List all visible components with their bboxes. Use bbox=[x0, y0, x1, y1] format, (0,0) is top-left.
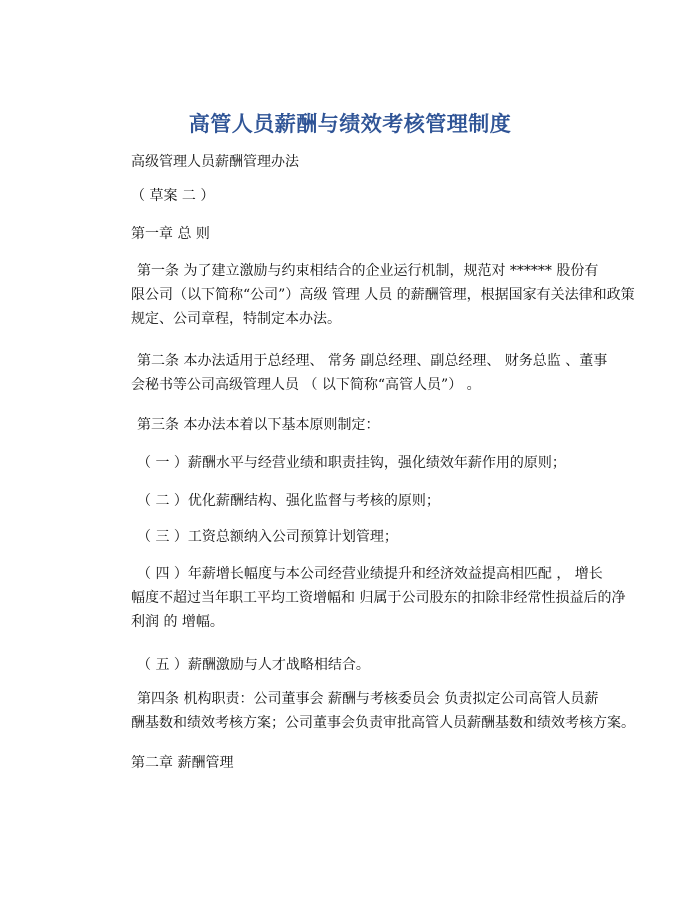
principle-3: （ 三 ）工资总额纳入公司预算计划管理； bbox=[137, 529, 398, 545]
principle-4-line-2: 幅度不超过当年职工平均工资增幅和 归属于公司股东的扣除非经常性损益后的净 bbox=[131, 590, 626, 606]
article-3: 第三条 本办法本着以下基本原则制定： bbox=[137, 417, 380, 433]
principle-1: （ 一 ）薪酬水平与经营业绩和职责挂钩，强化绩效年薪作用的原则； bbox=[137, 455, 566, 471]
article-1-line-2: 限公司（以下简称“公司”）高级 管理 人员 的薪酬管理，根据国家有关法律和政策 bbox=[131, 287, 635, 303]
article-4-line-2: 酬基数和绩效考核方案；公司董事会负责审批高管人员薪酬基数和绩效考核方案。 bbox=[131, 715, 635, 731]
principle-4-line-3: 利润 的 增幅。 bbox=[131, 614, 224, 630]
principle-4 bbox=[131, 562, 626, 634]
subtitle: 高级管理人员薪酬管理办法 bbox=[131, 154, 299, 170]
article-2 bbox=[131, 349, 608, 397]
article-1 bbox=[131, 259, 635, 331]
principle-4-line-1: （ 四 ）年薪增长幅度与本公司经营业绩提升和经济效益提高相匹配 ， 增长 bbox=[137, 566, 603, 582]
article-1-line-1: 第一条 为了建立激励与约束相结合的企业运行机制，规范对 ****** 股份有 bbox=[137, 263, 599, 279]
principle-5: （ 五 ）薪酬激励与人才战略相结合。 bbox=[137, 657, 370, 673]
article-4 bbox=[131, 687, 635, 735]
draft-note: （ 草案 二 ） bbox=[131, 188, 215, 204]
article-2-line-2: 会秘书等公司高级管理人员 （ 以下简称“高管人员”） 。 bbox=[131, 377, 481, 393]
principle-2: （ 二 ）优化薪酬结构、强化监督与考核的原则； bbox=[137, 493, 440, 509]
chapter-heading-1: 第一章 总 则 bbox=[131, 226, 210, 242]
chapter-heading-2: 第二章 薪酬管理 bbox=[131, 755, 234, 771]
article-4-line-1: 第四条 机构职责：公司董事会 薪酬与考核委员会 负责拟定公司高管人员薪 bbox=[137, 691, 599, 707]
article-1-line-3: 规定、公司章程，特制定本办法。 bbox=[131, 311, 341, 327]
article-2-line-1: 第二条 本办法适用于总经理、 常务 副总经理、副总经理、 财务总监 、董事 bbox=[137, 353, 608, 369]
document-title: 高管人员薪酬与绩效考核管理制度 bbox=[188, 112, 512, 136]
